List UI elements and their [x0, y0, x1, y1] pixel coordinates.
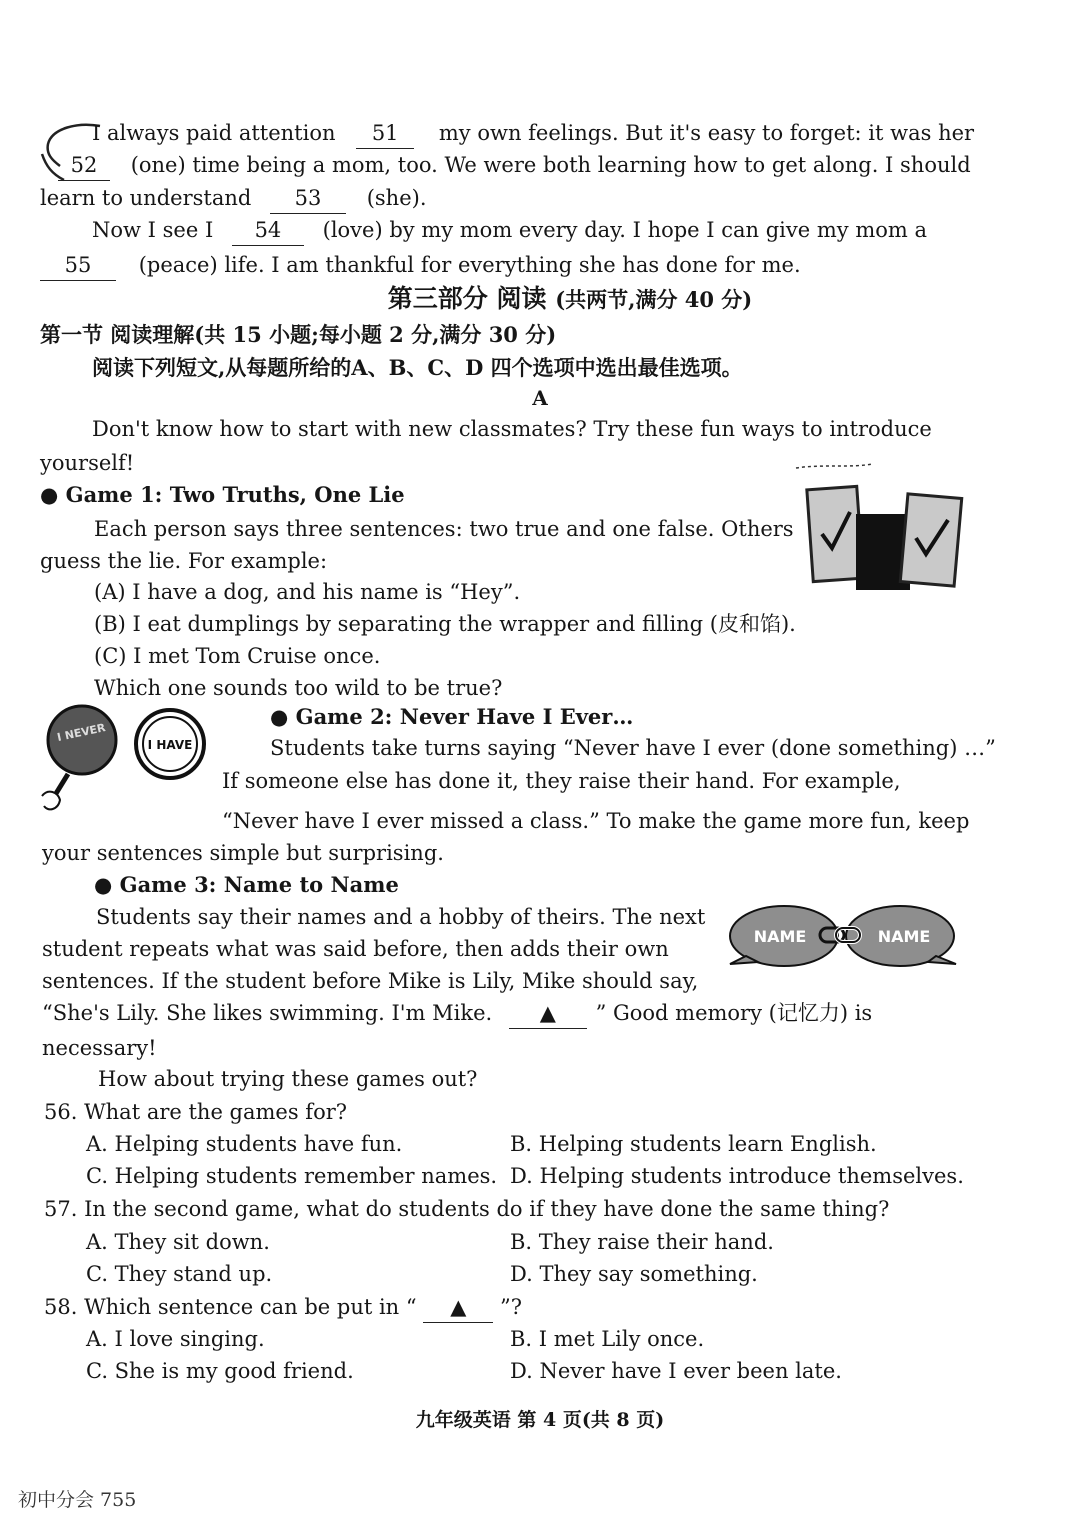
part3-title: 第三部分 阅读 — [387, 284, 547, 313]
cloze-text: (love) by my mom every day. I hope I can give my mom a — [322, 218, 927, 242]
game2-line-4: your sentences simple but surprising. — [42, 841, 444, 865]
game1-question: Which one sounds too wild to be true? — [94, 676, 503, 700]
q56-option-d[interactable]: D. Helping students introduce themselves. — [510, 1164, 964, 1188]
question-58-text: 58. Which sentence can be put in “ — [44, 1295, 417, 1319]
q57-option-a[interactable]: A. They sit down. — [86, 1230, 270, 1254]
cloze-blank-54: 54 — [232, 215, 304, 246]
question-58-tail: ”? — [499, 1295, 522, 1319]
q56-option-a[interactable]: A. Helping students have fun. — [86, 1132, 403, 1156]
watermark: 初中分会 755 — [18, 1489, 137, 1511]
intro-line-2: yourself! — [40, 451, 135, 475]
cloze-blank-53: 53 — [270, 183, 346, 214]
question-56: 56. What are the games for? — [44, 1100, 348, 1124]
bubble-right-text: NAME — [877, 927, 931, 946]
cloze-line-2 — [58, 150, 971, 181]
cloze-text: (she). — [366, 186, 427, 210]
q57-option-c[interactable]: C. They stand up. — [86, 1262, 273, 1286]
bubble-left-text: NAME — [753, 927, 807, 946]
cloze-text: I always paid attention — [92, 121, 336, 145]
bullet-icon: ● — [270, 704, 289, 729]
q57-option-b[interactable]: B. They raise their hand. — [510, 1230, 774, 1254]
game3-line-3: sentences. If the student before Mike is Lily, Mike should say, — [42, 969, 699, 993]
question-57: 57. In the second game, what do students do if they have done the same thing? — [44, 1197, 890, 1221]
bullet-icon: ● — [40, 482, 59, 507]
q57-option-d[interactable]: D. They say something. — [510, 1262, 758, 1286]
cloze-line-5 — [40, 250, 801, 281]
game1-option-b: (B) I eat dumplings by separating the wrapper and filling (皮和馅). — [94, 612, 796, 636]
cloze-blank-51: 51 — [356, 118, 414, 149]
cloze-line-3 — [40, 183, 427, 214]
section1-heading: 第一节 阅读理解(共 15 小题;每小题 2 分,满分 30 分) — [40, 322, 557, 347]
game3-line-2: student repeats what was said before, then adds their own — [42, 937, 669, 961]
game1-line-1: Each person says three sentences: two true and one false. Others — [94, 517, 794, 541]
q56-option-c[interactable]: C. Helping students remember names. — [86, 1164, 498, 1188]
cloze-text: (one) time being a mom, too. We were both learning how to get along. I should — [130, 153, 971, 177]
game2-line-2: If someone else has done it, they raise their hand. For example, — [222, 769, 901, 793]
cloze-line-1 — [92, 118, 974, 149]
game3-line-4 — [42, 998, 872, 1029]
instruction: 阅读下列短文,从每题所给的A、B、C、D 四个选项中选出最佳选项。 — [92, 355, 743, 380]
game3-title — [94, 870, 399, 900]
bullet-icon: ● — [94, 872, 113, 897]
name-bubbles-illustration — [724, 902, 964, 972]
part3-title-note: (共两节,满分 40 分) — [555, 287, 753, 312]
never-have-signs-illustration — [38, 700, 210, 818]
q58-option-b[interactable]: B. I met Lily once. — [510, 1327, 705, 1351]
check-card-left — [807, 486, 863, 581]
q56-option-b[interactable]: B. Helping students learn English. — [510, 1132, 877, 1156]
passage-letter: A — [532, 386, 548, 410]
game2-line-1: Students take turns saying “Never have I ever (done something) …” — [270, 736, 996, 760]
cloze-text: learn to understand — [40, 186, 252, 210]
game3-line-5: necessary! — [42, 1036, 157, 1060]
game1-option-c: (C) I met Tom Cruise once. — [94, 644, 381, 668]
part3-heading — [0, 282, 1080, 317]
cards-illustration — [792, 458, 970, 592]
game2-title — [270, 702, 633, 732]
sign-never-text: I NEVER — [55, 721, 107, 745]
answer-blank: ▲ — [423, 1292, 493, 1323]
cloze-blank-55: 55 — [40, 250, 116, 281]
q58-option-d[interactable]: D. Never have I ever been late. — [510, 1359, 842, 1383]
game2-line-3: “Never have I ever missed a class.” To make the game more fun, keep — [222, 809, 970, 833]
hand-icon — [42, 792, 60, 810]
cloze-blank-52: 52 — [58, 150, 110, 181]
game1-title-text: Game 1: Two Truths, One Lie — [65, 482, 405, 507]
game2-title-text: Game 2: Never Have I Ever… — [295, 704, 634, 729]
game3-line-4-tail: ” Good memory (记忆力) is — [595, 1001, 873, 1025]
cloze-text: (peace) life. I am thankful for everything she has done for me. — [138, 253, 801, 277]
q58-option-a[interactable]: A. I love singing. — [86, 1327, 265, 1351]
q58-option-c[interactable]: C. She is my good friend. — [86, 1359, 354, 1383]
game1-option-a: (A) I have a dog, and his name is “Hey”. — [94, 580, 521, 604]
cloze-text: my own feelings. But it's easy to forget: it was her — [438, 121, 975, 145]
game3-line-1: Students say their names and a hobby of theirs. The next — [96, 905, 706, 929]
cloze-text: Now I see I — [92, 218, 214, 242]
game1-title — [40, 480, 405, 510]
game1-line-2: guess the lie. For example: — [40, 549, 328, 573]
cloze-line-4 — [92, 215, 927, 246]
game3-title-text: Game 3: Name to Name — [119, 872, 399, 897]
game3-line-4-text: “She's Lily. She likes swimming. I'm Mike. — [42, 1001, 493, 1025]
question-58 — [44, 1292, 522, 1323]
check-card-right — [900, 494, 961, 586]
intro-line-1: Don't know how to start with new classmates? Try these fun ways to introduce — [92, 417, 932, 441]
page-footer: 九年级英语 第 4 页(共 8 页) — [415, 1409, 665, 1431]
closing-line: How about trying these games out? — [98, 1067, 478, 1091]
sign-have-text: I HAVE — [147, 738, 193, 752]
answer-blank: ▲ — [509, 998, 587, 1029]
